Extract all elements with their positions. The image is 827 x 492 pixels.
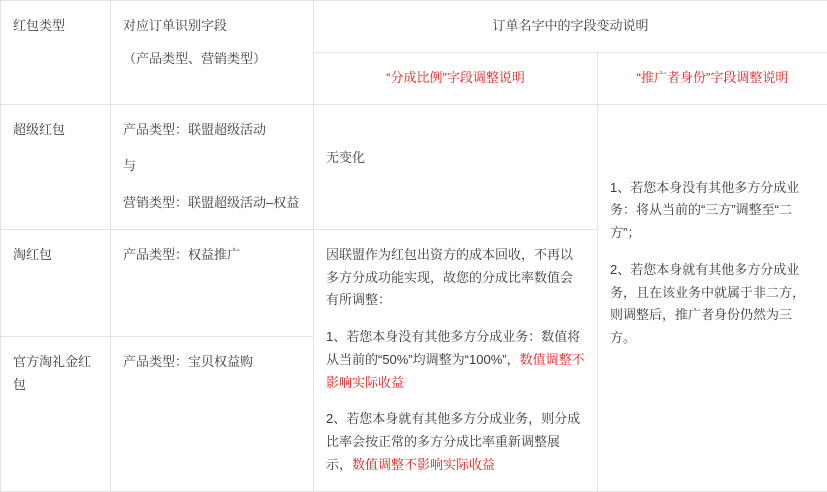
field-line: 产品类型：宝贝权益购 [123,351,301,374]
field-line: 产品类型：权益推广 [123,244,301,267]
header-hongbao-type: 红包类型 [1,1,111,105]
row-field-official [111,337,314,491]
identity-paragraph: 1、若您本身没有其他多方分成业务：将从当前的“三方”调整至“二方”； [610,177,815,245]
subheader-identity-note: “推广者身份”字段调整说明 [598,52,827,104]
identity-paragraph: 2、若您本身就有其他多方分成业务，且在该业务中就属于非二方，则调整后，推广者身份仍然为三方。 [610,259,815,350]
ratio-paragraph [326,326,585,394]
field-line: 营销类型：联盟超级活动–权益 [123,192,301,215]
ratio-paragraph-text: 2、若您本身就有其他多方分成业务，则分成比率会按正常的多方分成比率重新调整展示， [326,411,580,472]
header-order-field-line2: （产品类型、营销类型） [123,48,301,71]
header-order-field-line1: 对应订单识别字段 [123,15,301,38]
field-line: 产品类型：联盟超级活动 [123,119,301,142]
ratio-paragraph-highlight: 数值调整不影响实际收益 [352,457,495,472]
row-ratio-super: 无变化 [314,104,598,229]
ratio-paragraph: 因联盟作为红包出资方的成本回收，不再以多方分成功能实现，故您的分成比率数值会有所调整： [326,244,585,312]
subheader-ratio-note: “分成比例”字段调整说明 [314,52,598,104]
table-row [1,104,827,229]
row-field-super [111,104,314,229]
identity-change-cell [598,104,827,491]
ratio-change-cell [314,229,598,491]
header-order-field [111,1,314,105]
header-order-name-change: 订单名字中的字段变动说明 [314,1,827,53]
row-field-tao [111,229,314,336]
row-type-super: 超级红包 [1,104,111,229]
field-line: 与 [123,155,301,178]
row-type-official: 官方淘礼金红包 [1,337,111,491]
row-type-tao: 淘红包 [1,229,111,336]
ratio-paragraph [326,408,585,476]
table-header-row [1,1,827,53]
ratio-paragraph-text: 1、若您本身没有其他多方分成业务：数值将从当前的“50%”均调整为“100%”， [326,329,580,367]
ratio-paragraph-highlight: 数值调整不影响实际收益 [326,352,585,390]
